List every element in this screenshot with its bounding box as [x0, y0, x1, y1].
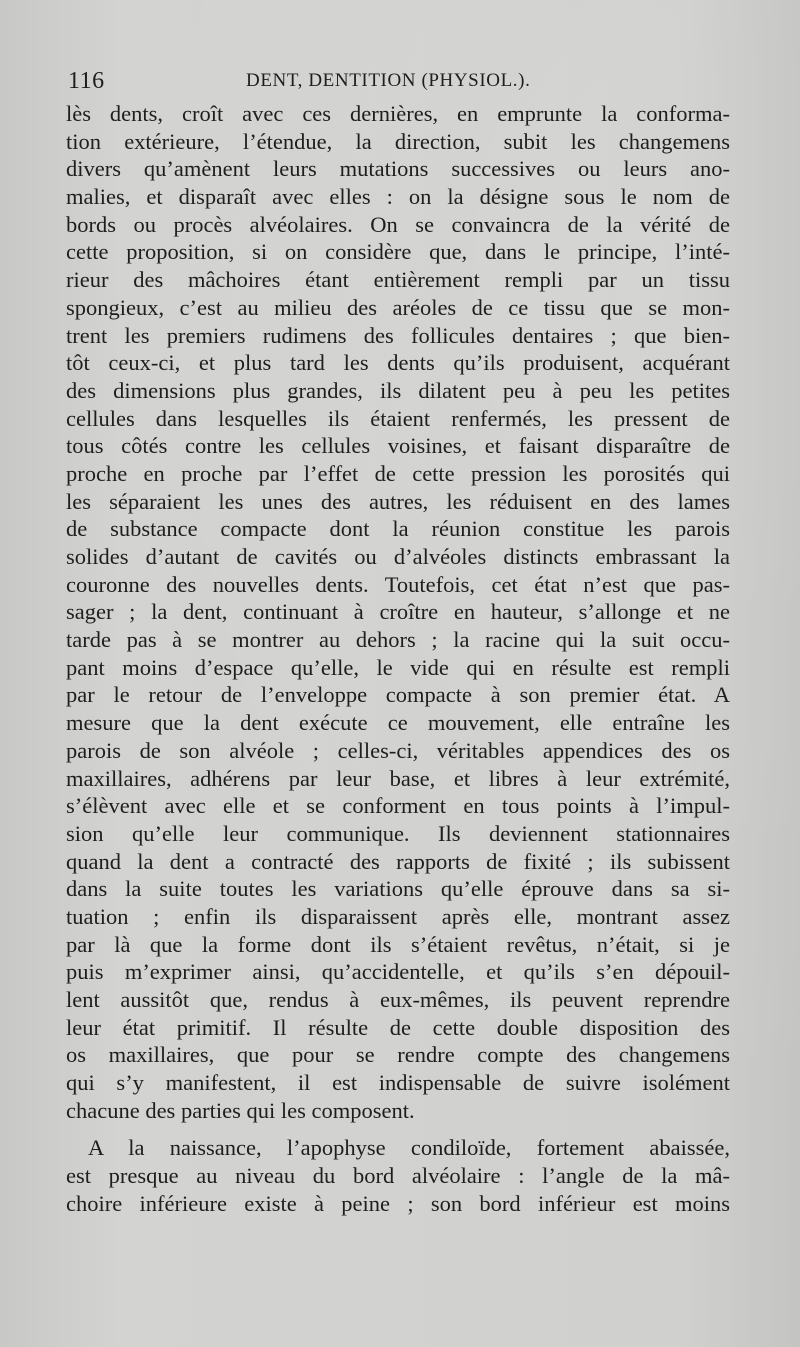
text-line: proche en proche par l’effet de cette pression les porosités qui	[66, 460, 730, 486]
text-line: puis m’exprimer ainsi, qu’accidentelle, et qu’ils s’en dépouil-	[66, 959, 730, 985]
text-line: sager ; la dent, continuant à croître en hauteur, s’allonge et ne	[66, 599, 730, 625]
text-line: qui s’y manifestent, il est indispensable de suivre isolément	[66, 1070, 730, 1096]
body-text	[66, 100, 730, 1218]
text-line: est presque au niveau du bord alvéolaire : l’angle de la mâ-	[66, 1163, 730, 1189]
page-header	[68, 68, 738, 98]
text-line: cellules dans lesquelles ils étaient renfermés, les pressent de	[66, 405, 730, 431]
text-line: choire inférieure existe à peine ; son bord inférieur est moins	[66, 1190, 730, 1216]
text-line: dans la suite toutes les variations qu’elle éprouve dans sa si-	[66, 876, 730, 902]
text-line: les séparaient les unes des autres, les réduisent en des lames	[66, 488, 730, 514]
text-line: s’élèvent avec elle et se conforment en tous points à l’impul-	[66, 793, 730, 819]
text-line: A la naissance, l’apophyse condiloïde, fortement abaissée,	[88, 1135, 730, 1161]
text-line: couronne des nouvelles dents. Toutefois, cet état n’est que pas-	[66, 571, 730, 597]
text-line: tarde pas à se montrer au dehors ; la racine qui la suit occu-	[66, 627, 730, 653]
paragraph-gap	[66, 1124, 730, 1134]
text-line: chacune des parties qui les composent.	[66, 1097, 415, 1123]
text-line: par le retour de l’enveloppe compacte à son premier état. A	[66, 682, 730, 708]
text-line: maxillaires, adhérens par leur base, et libres à leur extrémité,	[66, 765, 730, 791]
text-line: trent les premiers rudimens des follicules dentaires ; que bien-	[66, 322, 730, 348]
page-number: 116	[68, 68, 105, 94]
text-line: quand la dent a contracté des rapports de fixité ; ils subissent	[66, 848, 730, 874]
text-line: des dimensions plus grandes, ils dilatent peu à peu les petites	[66, 377, 730, 403]
text-line: tôt ceux-ci, et plus tard les dents qu’ils produisent, acquérant	[66, 350, 730, 376]
text-line: spongieux, c’est au milieu des aréoles de ce tissu que se mon-	[66, 294, 730, 320]
text-line: solides d’autant de cavités ou d’alvéoles distincts embrassant la	[66, 544, 730, 569]
text-line: os maxillaires, que pour se rendre compte des changemens	[66, 1042, 730, 1068]
text-line: malies, et disparaît avec elles : on la désigne sous le nom de	[66, 184, 730, 210]
text-line: tous côtés contre les cellules voisines, et faisant disparaître de	[66, 433, 730, 459]
text-line: cette proposition, si on considère que, dans le principe, l’inté-	[66, 239, 730, 265]
text-line: par là que la forme dont ils s’étaient revêtus, n’était, si je	[66, 931, 730, 957]
text-line: divers qu’amènent leurs mutations successives ou leurs ano-	[66, 156, 730, 182]
running-head: DENT, DENTITION (PHYSIOL.).	[246, 70, 531, 91]
text-line: lent aussitôt que, rendus à eux-mêmes, ils peuvent reprendre	[66, 987, 730, 1012]
text-line: de substance compacte dont la réunion constitue les parois	[66, 516, 730, 542]
text-line: bords ou procès alvéolaires. On se convaincra de la vérité de	[66, 211, 730, 237]
text-line: leur état primitif. Il résulte de cette double disposition des	[66, 1014, 730, 1040]
text-line: tion extérieure, l’étendue, la direction, subit les changemens	[66, 128, 730, 154]
text-line: lès dents, croît avec ces dernières, en emprunte la conforma-	[66, 101, 730, 126]
text-line: mesure que la dent exécute ce mouvement, elle entraîne les	[66, 710, 730, 736]
text-line: parois de son alvéole ; celles-ci, véritables appendices des os	[66, 737, 730, 763]
text-line: pant moins d’espace qu’elle, le vide qui en résulte est rempli	[66, 654, 730, 680]
text-line: rieur des mâchoires étant entièrement rempli par un tissu	[66, 267, 730, 293]
text-line: tuation ; enfin ils disparaissent après elle, montrant assez	[66, 903, 730, 929]
text-line: sion qu’elle leur communique. Ils deviennent stationnaires	[66, 820, 730, 846]
